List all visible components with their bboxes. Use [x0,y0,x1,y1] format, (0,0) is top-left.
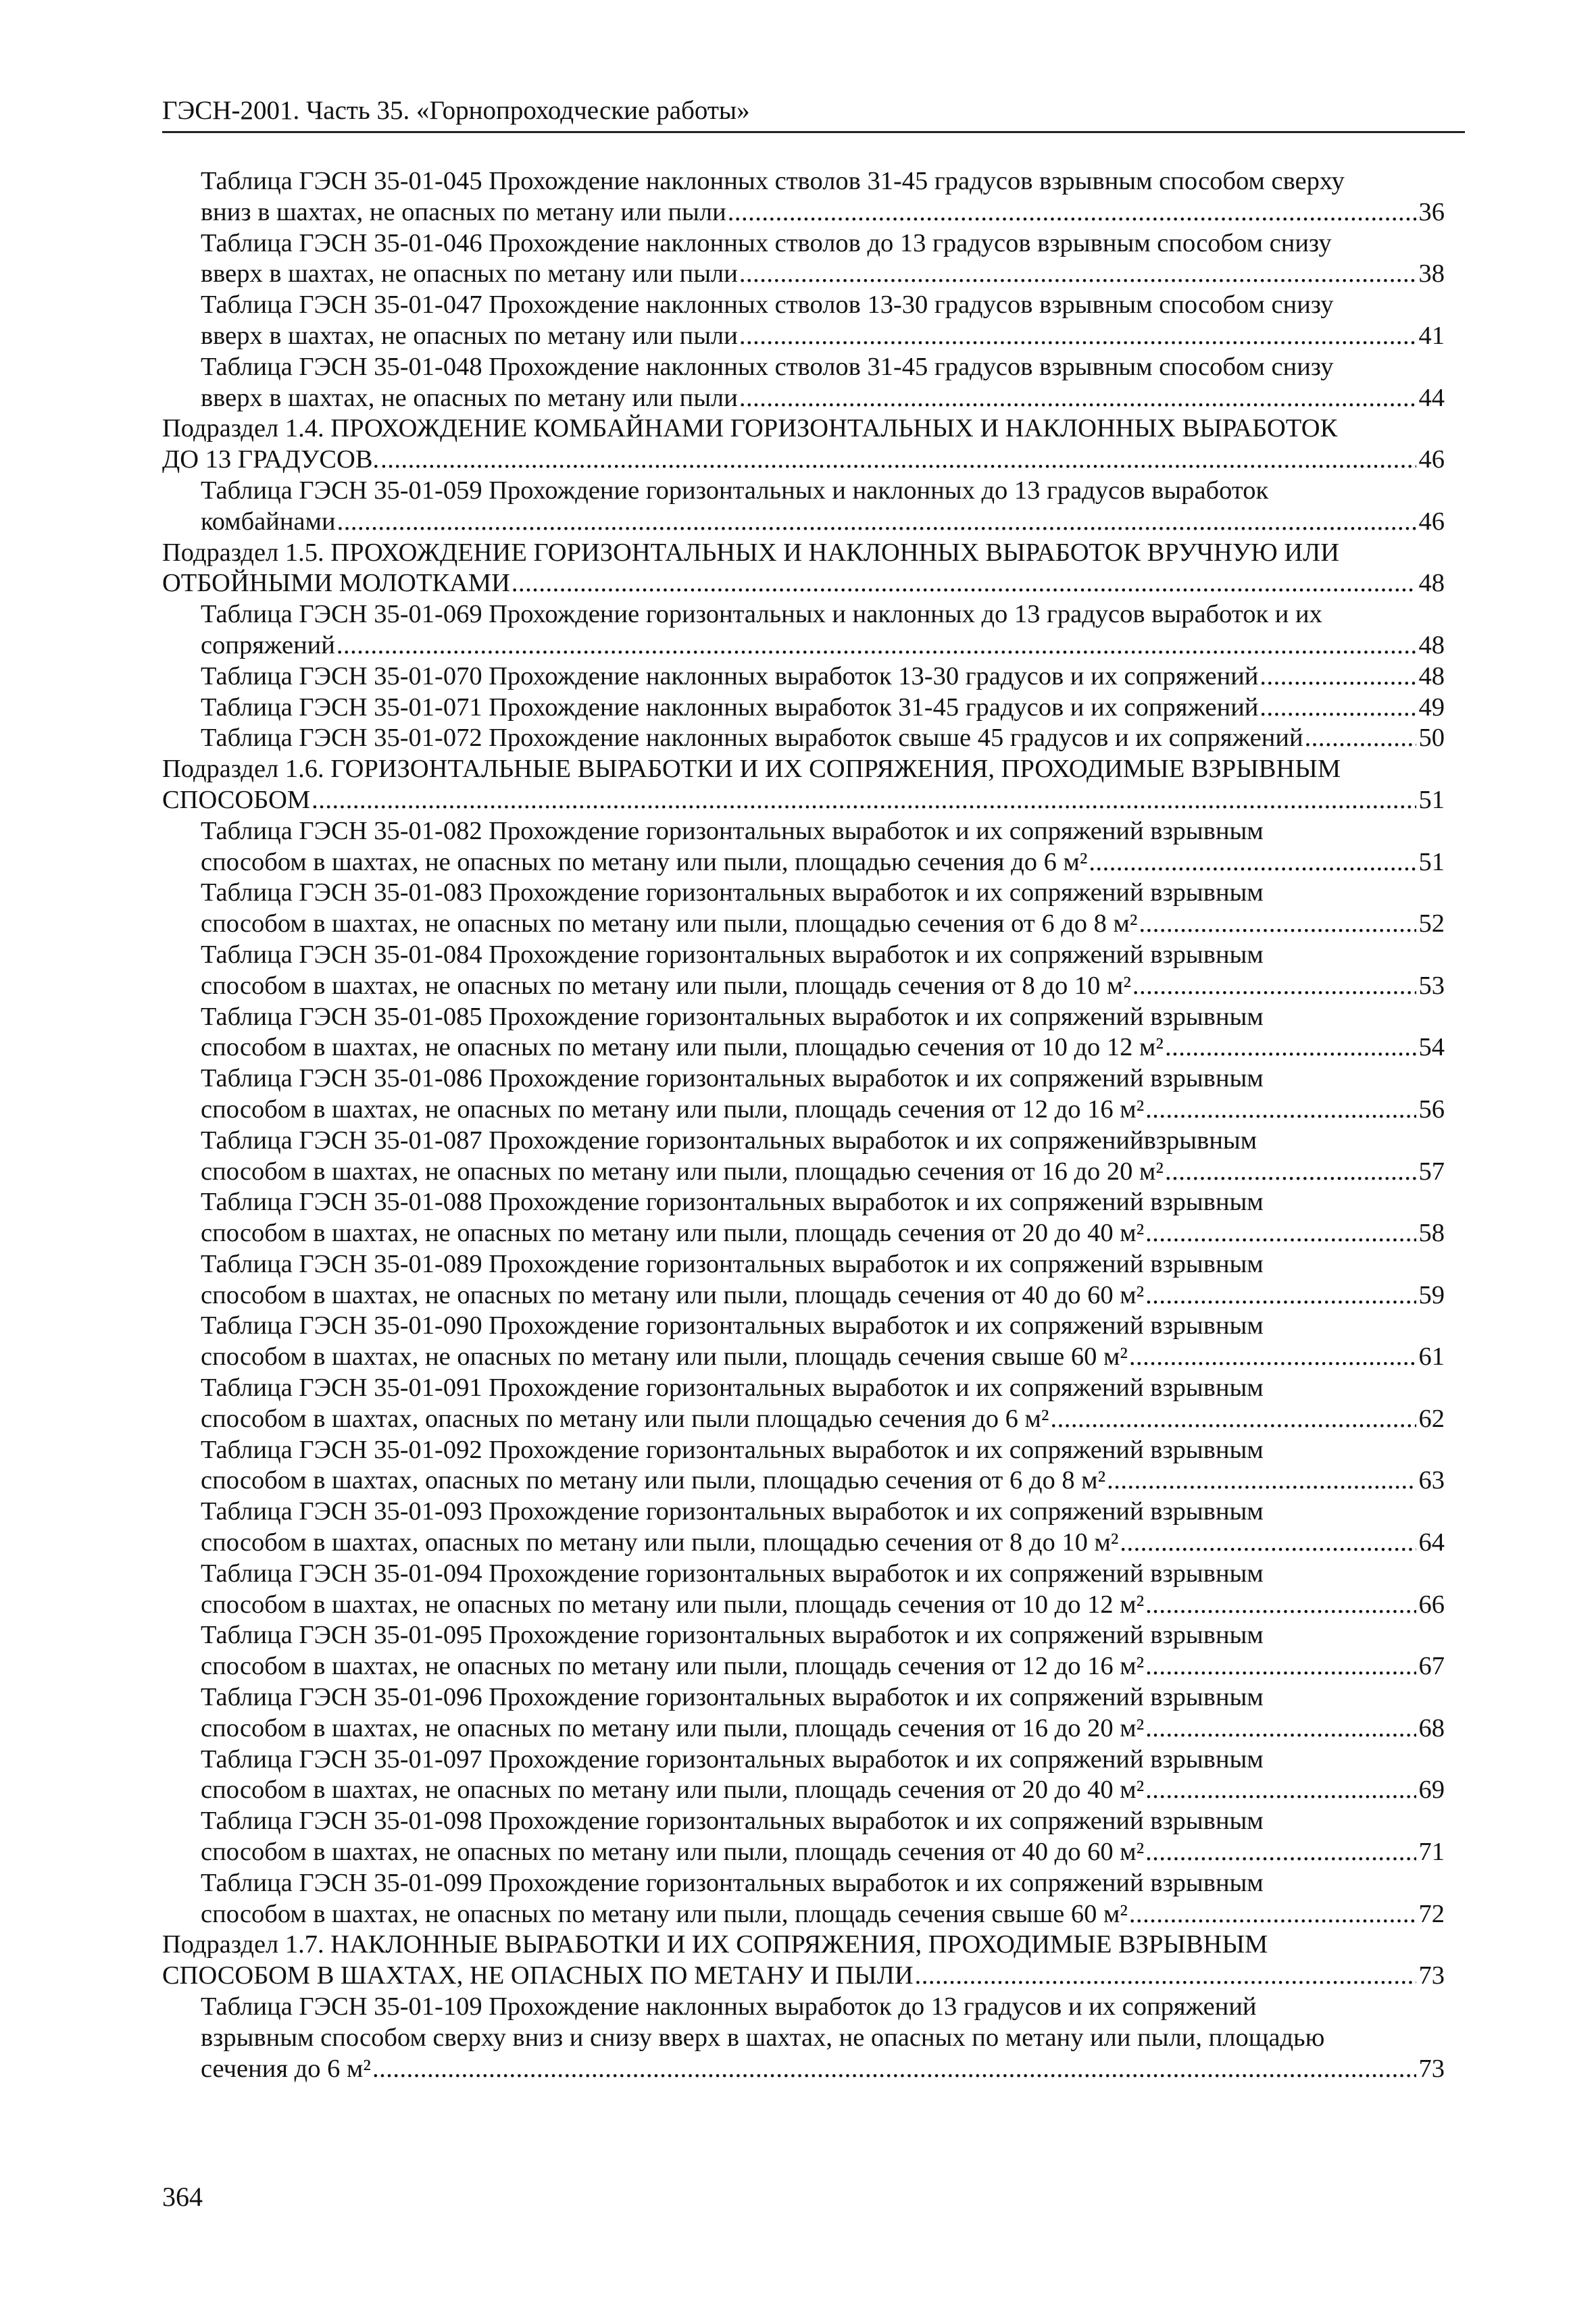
toc-table-entry[interactable] [162,1435,1445,1497]
toc-entry-text: способом в шахтах, не опасных по метану или пыли, площадь сечения свыше 60 м² [201,1899,1128,1928]
toc-table-entry[interactable] [162,940,1445,1002]
dot-leader [512,568,1416,599]
toc-entry-text: Таблица ГЭСН 35-01-071 Прохождение наклонных выработок 31-45 градусов и их сопряжений [201,693,1259,722]
toc-page-number: 63 [1418,1466,1445,1495]
dot-leader [728,197,1416,228]
toc-page-number: 61 [1418,1342,1445,1372]
toc-entry-text: Таблица ГЭСН 35-01-095 Прохождение горизонтальных выработок и их сопряжений взрывным [201,1621,1264,1650]
toc-page-number: 68 [1418,1713,1445,1742]
toc-entry-text: способом в шахтах, не опасных по метану или пыли, площадь сечения свыше 60 м² [201,1342,1128,1372]
toc-page-number: 38 [1418,259,1445,288]
toc-entry-text: Таблица ГЭСН 35-01-098 Прохождение горизонтальных выработок и их сопряжений взрывным [201,1807,1264,1836]
toc-entry-text: Таблица ГЭСН 35-01-094 Прохождение горизонтальных выработок и их сопряжений взрывным [201,1559,1264,1588]
toc-table-entry[interactable] [162,1126,1445,1188]
toc-entry-text: Таблица ГЭСН 35-01-088 Прохождение горизонтальных выработок и их сопряжений взрывным [201,1188,1264,1217]
toc-table-entry[interactable] [162,1311,1445,1373]
toc-entry-text: Таблица ГЭСН 35-01-046 Прохождение наклонных стволов до 13 градусов взрывным способом снизу [201,228,1332,257]
toc-entry-text: способом в шахтах, опасных по метану или пыли, площадью сечения от 8 до 10 м² [201,1528,1119,1557]
toc-entry-text: Таблица ГЭСН 35-01-090 Прохождение горизонтальных выработок и их сопряжений взрывным [201,1311,1264,1340]
dot-leader [1107,1465,1416,1496]
toc-entry-text: Таблица ГЭСН 35-01-089 Прохождение горизонтальных выработок и их сопряжений взрывным [201,1249,1264,1278]
dot-leader [1145,1280,1416,1311]
dot-leader [1120,1528,1416,1559]
toc-page-number: 69 [1418,1776,1445,1805]
toc-subsection-entry[interactable] [162,754,1445,816]
toc-entry-text: сопряжений [201,630,335,659]
toc-table-entry[interactable] [162,661,1445,693]
toc-entry-text: Таблица ГЭСН 35-01-045 Прохождение наклонных стволов 31-45 градусов взрывным способом сверху [201,167,1345,195]
toc-entry-text: способом в шахтах, не опасных по метану или пыли, площадью сечения от 16 до 20 м² [201,1157,1164,1186]
toc-page-number: 73 [1418,2054,1445,2083]
toc-entry-text: Таблица ГЭСН 35-01-096 Прохождение горизонтальных выработок и их сопряжений взрывным [201,1683,1264,1712]
toc-table-entry[interactable] [162,1620,1445,1682]
toc-entry-text: Таблица ГЭСН 35-01-047 Прохождение наклонных стволов 13-30 градусов взрывным способом снизу [201,291,1334,320]
dot-leader [1145,1775,1416,1806]
toc-table-entry[interactable] [162,1682,1445,1744]
toc-entry-text: способом в шахтах, не опасных по метану или пыли, площадь сечения от 16 до 20 м² [201,1713,1145,1742]
dot-leader [336,630,1416,661]
toc-entry-text: Таблица ГЭСН 35-01-099 Прохождение горизонтальных выработок и их сопряжений взрывным [201,1868,1264,1897]
toc-entry-text: Подраздел 1.4. ПРОХОЖДЕНИЕ КОМБАЙНАМИ ГОРИЗОНТАЛЬНЫХ И НАКЛОННЫХ ВЫРАБОТОК [162,414,1338,443]
toc-entry-text: Таблица ГЭСН 35-01-048 Прохождение наклонных стволов 31-45 градусов взрывным способом снизу [201,352,1334,381]
dot-leader [1089,847,1416,878]
toc-entry-text: Таблица ГЭСН 35-01-059 Прохождение горизонтальных и наклонных до 13 градусов выработок [201,476,1269,505]
dot-leader [1145,1713,1416,1744]
toc-entry-text: Таблица ГЭСН 35-01-072 Прохождение наклонных выработок свыше 45 градусов и их сопряжений [201,724,1303,753]
toc-entry-text: способом в шахтах, опасных по метану или пыли площадью сечения до 6 м² [201,1404,1049,1433]
toc-subsection-entry[interactable] [162,538,1445,600]
dot-leader [1129,1342,1416,1373]
toc-subsection-entry[interactable] [162,1930,1445,1992]
toc-table-entry[interactable] [162,1559,1445,1621]
dot-leader [739,321,1416,352]
toc-page-number: 50 [1418,724,1445,753]
toc-entry-text: способом в шахтах, не опасных по метану или пыли, площадь сечения от 40 до 60 м² [201,1280,1145,1309]
toc-table-entry[interactable] [162,166,1445,228]
toc-table-entry[interactable] [162,228,1445,291]
toc-entry-text: способом в шахтах, опасных по метану или пыли, площадью сечения от 6 до 8 м² [201,1466,1106,1495]
toc-page-number: 48 [1418,569,1445,598]
toc-entry-text: взрывным способом сверху вниз и снизу вверх в шахтах, не опасных по метану или пыли, площадью [201,2023,1325,2052]
dot-leader [311,785,1416,816]
toc-page-number: 56 [1418,1095,1445,1124]
toc-page-number: 71 [1418,1838,1445,1867]
toc-entry-text: Таблица ГЭСН 35-01-092 Прохождение горизонтальных выработок и их сопряжений взрывным [201,1435,1264,1464]
toc-table-entry[interactable] [162,1249,1445,1311]
toc-page-number: 51 [1418,785,1445,814]
toc-entry-text: Таблица ГЭСН 35-01-083 Прохождение горизонтальных выработок и их сопряжений взрывным [201,878,1264,907]
toc-page-number: 49 [1418,693,1445,722]
toc-entry-text: ОТБОЙНЫМИ МОЛОТКАМИ [162,569,510,598]
toc-entry-text: вверх в шахтах, не опасных по метану или пыли [201,259,738,288]
dot-leader [1129,1899,1416,1930]
dot-leader [337,507,1416,538]
toc-entry-text: способом в шахтах, не опасных по метану или пыли, площадь сечения от 20 до 40 м² [201,1776,1145,1805]
toc-page-number: 57 [1418,1157,1445,1186]
toc-page-number: 48 [1418,630,1445,659]
dot-leader [739,259,1416,290]
toc-entry-text: Таблица ГЭСН 35-01-097 Прохождение горизонтальных выработок и их сопряжений взрывным [201,1744,1264,1774]
toc-table-entry[interactable] [162,290,1445,352]
toc-page-number: 62 [1418,1404,1445,1433]
toc-entry-text: СПОСОБОМ [162,785,311,814]
toc-page-number: 72 [1418,1899,1445,1928]
toc-entry-text: Таблица ГЭСН 35-01-084 Прохождение горизонтальных выработок и их сопряжений взрывным [201,940,1264,969]
toc-entry-text: способом в шахтах, не опасных по метану или пыли, площадь сечения от 12 до 16 м² [201,1095,1145,1124]
toc-page-number: 44 [1418,383,1445,412]
toc-page-number: 36 [1418,197,1445,226]
toc-page-number: 48 [1418,661,1445,690]
toc-table-entry[interactable] [162,599,1445,661]
toc-entry-text: вверх в шахтах, не опасных по метану или пыли [201,383,738,412]
toc-table-entry[interactable] [162,878,1445,940]
dot-leader [1139,909,1416,940]
toc-table-entry[interactable] [162,1496,1445,1559]
toc-entry-text: Таблица ГЭСН 35-01-070 Прохождение наклонных выработок 13-30 градусов и их сопряжений [201,661,1259,690]
toc-table-entry[interactable] [162,816,1445,878]
toc-entry-text: Таблица ГЭСН 35-01-085 Прохождение горизонтальных выработок и их сопряжений взрывным [201,1002,1264,1031]
toc-page-number: 58 [1418,1219,1445,1248]
toc-entry-text: способом в шахтах, не опасных по метану или пыли, площадь сечения от 10 до 12 м² [201,1590,1145,1619]
toc-table-entry[interactable] [162,1868,1445,1930]
toc-table-entry[interactable] [162,1373,1445,1435]
dot-leader [1145,1651,1416,1682]
toc-entry-text: Таблица ГЭСН 35-01-087 Прохождение горизонтальных выработок и их сопряженийвзрывным [201,1126,1257,1155]
toc-page-number: 64 [1418,1528,1445,1557]
toc-page-number: 41 [1418,321,1445,350]
dot-leader [1145,1590,1416,1621]
toc-page-number: 66 [1418,1590,1445,1619]
dot-leader [739,383,1416,414]
toc-page-number: 67 [1418,1652,1445,1681]
toc-entry-text: сечения до 6 м² [201,2054,371,2083]
toc-entry-text: способом в шахтах, не опасных по метану или пыли, площадь сечения от 12 до 16 м² [201,1652,1145,1681]
toc-table-entry[interactable] [162,1063,1445,1126]
toc-entry-text: СПОСОБОМ В ШАХТАХ, НЕ ОПАСНЫХ ПО МЕТАНУ И ПЫЛИ [162,1961,914,1990]
toc-page-number: 52 [1418,909,1445,938]
toc-entry-text: Таблица ГЭСН 35-01-082 Прохождение горизонтальных выработок и их сопряжений взрывным [201,816,1264,845]
dot-leader [380,445,1416,476]
toc-page-number: 73 [1418,1961,1445,1990]
dot-leader [372,2054,1416,2085]
page-number: 364 [162,2182,203,2212]
toc-table-entry[interactable] [162,1744,1445,1807]
toc-table-entry[interactable] [162,352,1445,414]
toc-table-entry[interactable] [162,723,1445,754]
dot-leader [1145,1837,1416,1868]
dot-leader [1165,1157,1416,1188]
toc-entry-text: способом в шахтах, не опасных по метану или пыли, площадь сечения от 20 до 40 м² [201,1219,1145,1248]
dot-leader [1305,723,1416,754]
toc-entry-text: вверх в шахтах, не опасных по метану или пыли [201,321,738,350]
toc-table-entry[interactable] [162,1992,1445,2084]
dot-leader [1260,693,1416,724]
toc-entry-text: способом в шахтах, не опасных по метану или пыли, площадь сечения от 40 до 60 м² [201,1838,1145,1867]
dot-leader [1132,971,1416,1002]
toc-entry-text: Таблица ГЭСН 35-01-091 Прохождение горизонтальных выработок и их сопряжений взрывным [201,1374,1264,1403]
toc-entry-text: способом в шахтах, не опасных по метану или пыли, площадь сечения от 8 до 10 м² [201,971,1131,1000]
toc-page-number: 53 [1418,971,1445,1000]
dot-leader [1145,1218,1416,1249]
toc-page-number: 54 [1418,1033,1445,1062]
toc-entry-text: комбайнами [201,507,336,536]
toc-entry-text: Подраздел 1.5. ПРОХОЖДЕНИЕ ГОРИЗОНТАЛЬНЫХ И НАКЛОННЫХ ВЫРАБОТОК ВРУЧНУЮ ИЛИ [162,538,1340,567]
dot-leader [1050,1404,1416,1435]
toc-table-entry[interactable] [162,476,1445,538]
toc-entry-text: Таблица ГЭСН 35-01-109 Прохождение наклонных выработок до 13 градусов и их сопряжений [201,1992,1257,2021]
toc-entry-text: Таблица ГЭСН 35-01-069 Прохождение горизонтальных и наклонных до 13 градусов выработок и их [201,600,1322,629]
toc-table-entry[interactable] [162,693,1445,724]
dot-leader [1260,661,1416,693]
dot-leader [1145,1095,1416,1126]
toc-entry-text: способом в шахтах, не опасных по метану или пыли, площадью сечения от 6 до 8 м² [201,909,1138,938]
dot-leader [1165,1032,1416,1063]
toc-subsection-entry[interactable] [162,413,1445,476]
toc-table-entry[interactable] [162,1002,1445,1064]
toc-page-number: 46 [1418,445,1445,474]
toc-entry-text: Таблица ГЭСН 35-01-093 Прохождение горизонтальных выработок и их сопряжений взрывным [201,1497,1264,1526]
toc-entry-text: способом в шахтах, не опасных по метану или пыли, площадью сечения от 10 до 12 м² [201,1033,1164,1062]
toc-entry-text: Подраздел 1.6. ГОРИЗОНТАЛЬНЫЕ ВЫРАБОТКИ И ИХ СОПРЯЖЕНИЯ, ПРОХОДИМЫЕ ВЗРЫВНЫМ [162,755,1341,784]
toc-entry-text: вниз в шахтах, не опасных по метану или пыли [201,197,726,226]
toc-page-number: 46 [1418,507,1445,536]
toc-entry-text: способом в шахтах, не опасных по метану или пыли, площадью сечения до 6 м² [201,847,1088,876]
toc-entry-text: ДО 13 ГРАДУСОВ. [162,445,380,474]
toc-table-entry[interactable] [162,1187,1445,1249]
toc-page-number: 51 [1418,847,1445,876]
table-of-contents [162,166,1445,2084]
dot-leader [915,1961,1416,1992]
running-header: ГЭСН-2001. Часть 35. «Горнопроходческие работы» [162,95,1465,133]
toc-table-entry[interactable] [162,1806,1445,1868]
toc-page-number: 59 [1418,1280,1445,1309]
toc-entry-text: Таблица ГЭСН 35-01-086 Прохождение горизонтальных выработок и их сопряжений взрывным [201,1064,1264,1093]
toc-entry-text: Подраздел 1.7. НАКЛОННЫЕ ВЫРАБОТКИ И ИХ СОПРЯЖЕНИЯ, ПРОХОДИМЫЕ ВЗРЫВНЫМ [162,1930,1268,1959]
